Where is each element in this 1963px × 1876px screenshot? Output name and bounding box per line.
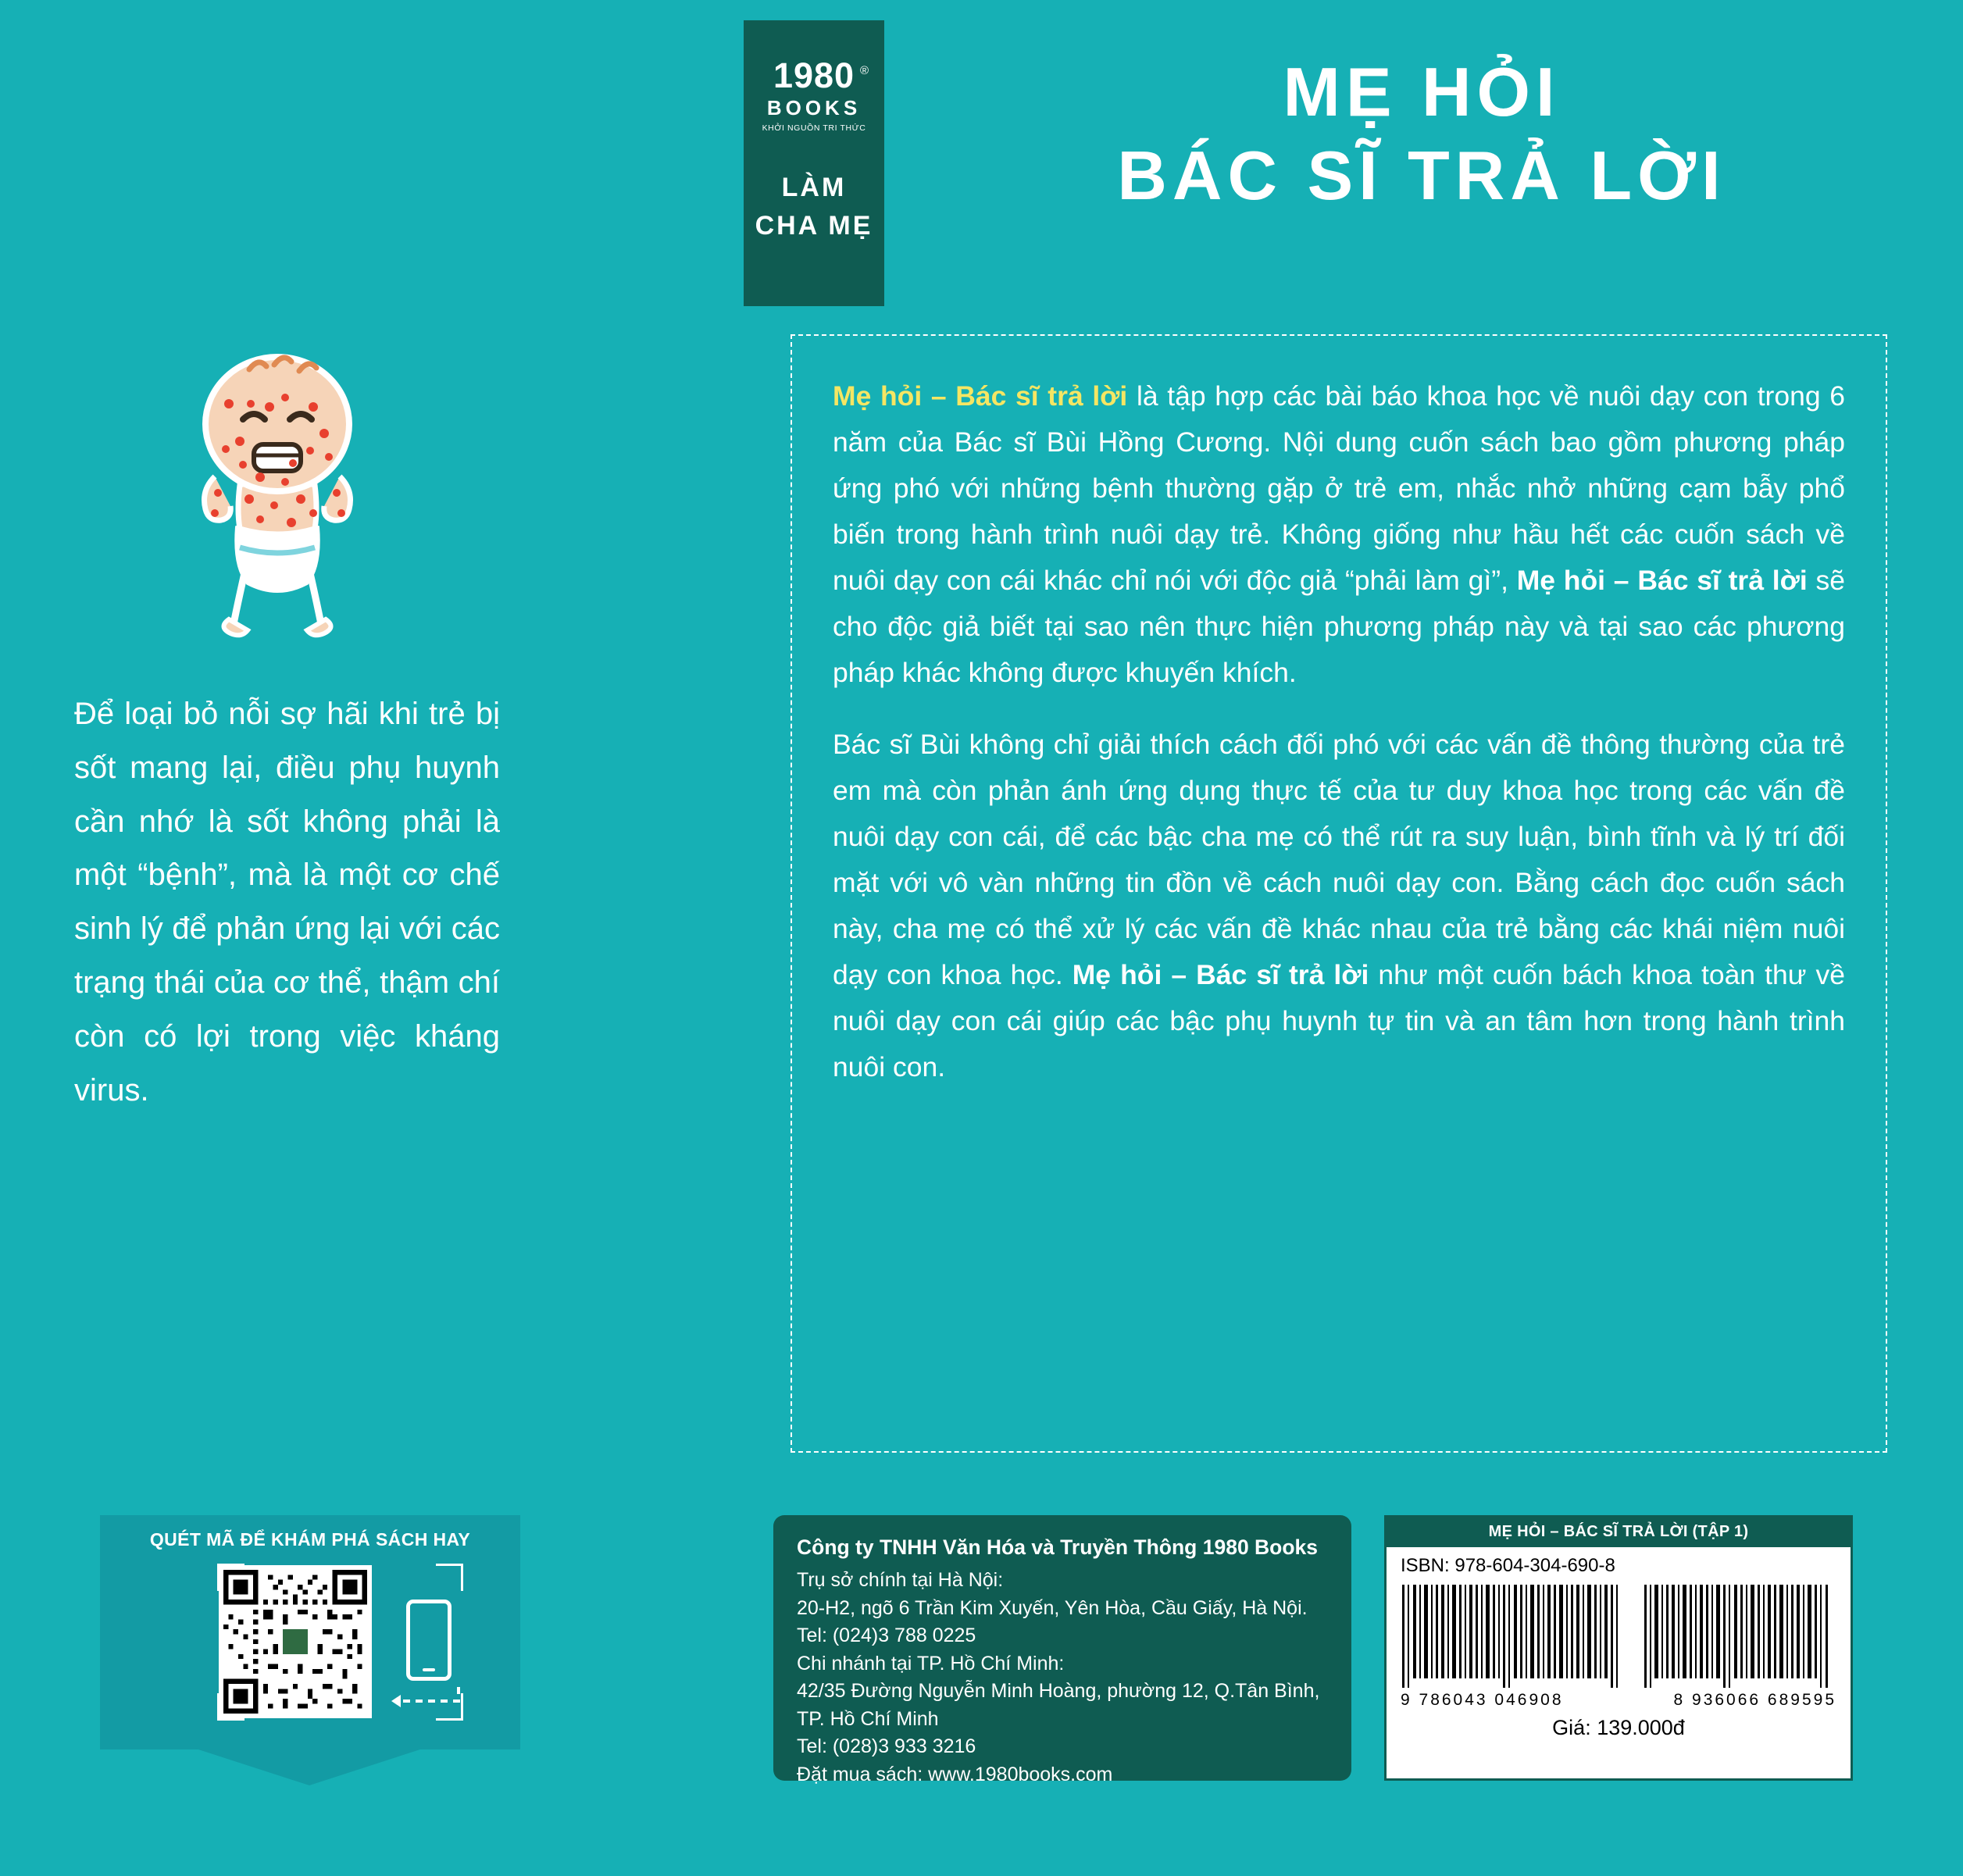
description-bold-title-2: Mẹ hỏi – Bác sĩ trả lời	[1072, 959, 1369, 991]
publisher-phone-hanoi: Tel: (024)3 788 0225	[797, 1625, 976, 1646]
description-paragraph-1	[833, 373, 1845, 695]
isbn-box-header: MẸ HỎI – BÁC SĨ TRẢ LỜI (TẬP 1)	[1387, 1518, 1851, 1547]
publisher-company-name: Công ty TNHH Văn Hóa và Truyền Thông 1980 Books	[797, 1535, 1319, 1559]
barcode-secondary	[1643, 1585, 1838, 1688]
publisher-brand-sub: BOOKS	[766, 96, 862, 119]
sick-baby-illustration	[168, 332, 387, 644]
publisher-info-box	[773, 1515, 1351, 1785]
book-price: Giá: 139.000đ	[1552, 1716, 1685, 1739]
left-blurb-text: Để loại bỏ nỗi sợ hãi khi trẻ bị sốt mang lại, điều phụ huynh cần nhớ là sốt không phải là một “bệnh”, mà là một cơ chế sinh lý để phản ứng lại với các trạng thái của cơ thể, thậm chí còn có lợi trong việc kháng virus.	[74, 697, 500, 1107]
description-highlight-title-1: Mẹ hỏi – Bác sĩ trả lời	[833, 380, 1128, 412]
publisher-branch-address-line-1: 42/35 Đường Nguyễn Minh Hoàng, phường 12, Q.Tân Bình,	[797, 1680, 1320, 1702]
book-title	[922, 53, 1922, 215]
publisher-tagline: KHỞI NGUỒN TRI THỨC	[762, 123, 866, 133]
description-box	[791, 334, 1887, 1453]
barcode-digits-row	[1387, 1688, 1851, 1710]
description-p1-text-a: là tập hợp các bài báo khoa học về nuôi dạy con trong 6 năm của Bác sĩ Bùi Hồng Cương. Nội dung cuốn sách bao gồm phương pháp ứng phó với những bệnh thường gặp ở trẻ em, nhắc nhở những cạm bẫy phổ biến trong hành trình nuôi dạy trẻ. Không giống như hầu hết các cuốn sách về nuôi dạy con cái khác chỉ nói với độc giả “phải làm gì”,	[833, 380, 1846, 596]
qr-panel-caption: QUÉT MÃ ĐỂ KHÁM PHÁ SÁCH HAY	[149, 1529, 471, 1550]
series-label	[755, 169, 873, 246]
description-paragraph-2	[833, 722, 1845, 1090]
book-title-line-1: MẸ HỎI	[1283, 53, 1561, 130]
publisher-website[interactable]: Đặt mua sách: www.1980books.com	[797, 1763, 1113, 1785]
publisher-address-line-2: 20-H2, ngõ 6 Trần Kim Xuyến, Yên Hòa, Cầu Giấy, Hà Nội.	[797, 1596, 1308, 1619]
qr-scan-panel	[100, 1515, 520, 1749]
publisher-brand-name: 1980	[773, 55, 855, 95]
registered-trademark-icon: ®	[860, 64, 869, 77]
description-bold-title-1: Mẹ hỏi – Bác sĩ trả lời	[1516, 564, 1808, 596]
description-p2-text-a: Bác sĩ Bùi không chỉ giải thích cách đối phó với các vấn đề thông thường của trẻ em mà còn phản ánh ứng dụng thực tế của tư duy khoa học trong các vấn đề nuôi dạy con cái, để các bậc cha mẹ có thể rút ra suy luận, bình tĩnh và lý trí đối mặt với vô vàn những tin đồn về cách nuôi dạy con. Bằng cách đọc cuốn sách này, cha mẹ có thể xử lý các vấn đề khác nhau của trẻ bằng các khái niệm nuôi dạy con khoa học.	[833, 729, 1845, 991]
phone-icon	[406, 1600, 451, 1681]
barcode-ean13	[1399, 1585, 1626, 1688]
description-p1-text-b: sẽ cho độc giả biết tại sao nên thực hiện phương pháp này và tại sao các phương pháp khác không được khuyến khích.	[833, 564, 1846, 688]
book-title-line-2: BÁC SĨ TRẢ LỜI	[1117, 137, 1726, 215]
publisher-branch-address-line-2: TP. Hồ Chí Minh	[797, 1707, 939, 1730]
barcode-digits-left: 9 786043 046908	[1401, 1691, 1564, 1709]
series-label-line-1: LÀM	[781, 173, 847, 202]
series-label-line-2: CHA MẸ	[755, 211, 873, 241]
qr-frame-corner-top-right	[436, 1564, 463, 1591]
publisher-address-line-1: Trụ sở chính tại Hà Nội:	[797, 1569, 1004, 1591]
description-p2-text-b: như một cuốn bách khoa toàn thư về nuôi dạy con cái giúp các bậc phụ huynh tự tin và an tâm hơn trong hành trình nuôi con.	[833, 959, 1846, 1082]
barcode-digits-right: 8 936066 689595	[1673, 1691, 1836, 1709]
publisher-logo-box	[744, 20, 884, 306]
publisher-phone-hcm: Tel: (028)3 933 3216	[797, 1735, 976, 1757]
barcode-area	[1399, 1585, 1838, 1688]
isbn-number: ISBN: 978-604-304-690-8	[1401, 1555, 1615, 1576]
publisher-branch-label: Chi nhánh tại TP. Hồ Chí Minh:	[797, 1652, 1065, 1674]
qr-code[interactable]	[219, 1565, 372, 1718]
scan-arrow-icon	[377, 1681, 463, 1709]
isbn-barcode-box	[1384, 1515, 1853, 1781]
qr-panel-arrow	[194, 1748, 425, 1785]
